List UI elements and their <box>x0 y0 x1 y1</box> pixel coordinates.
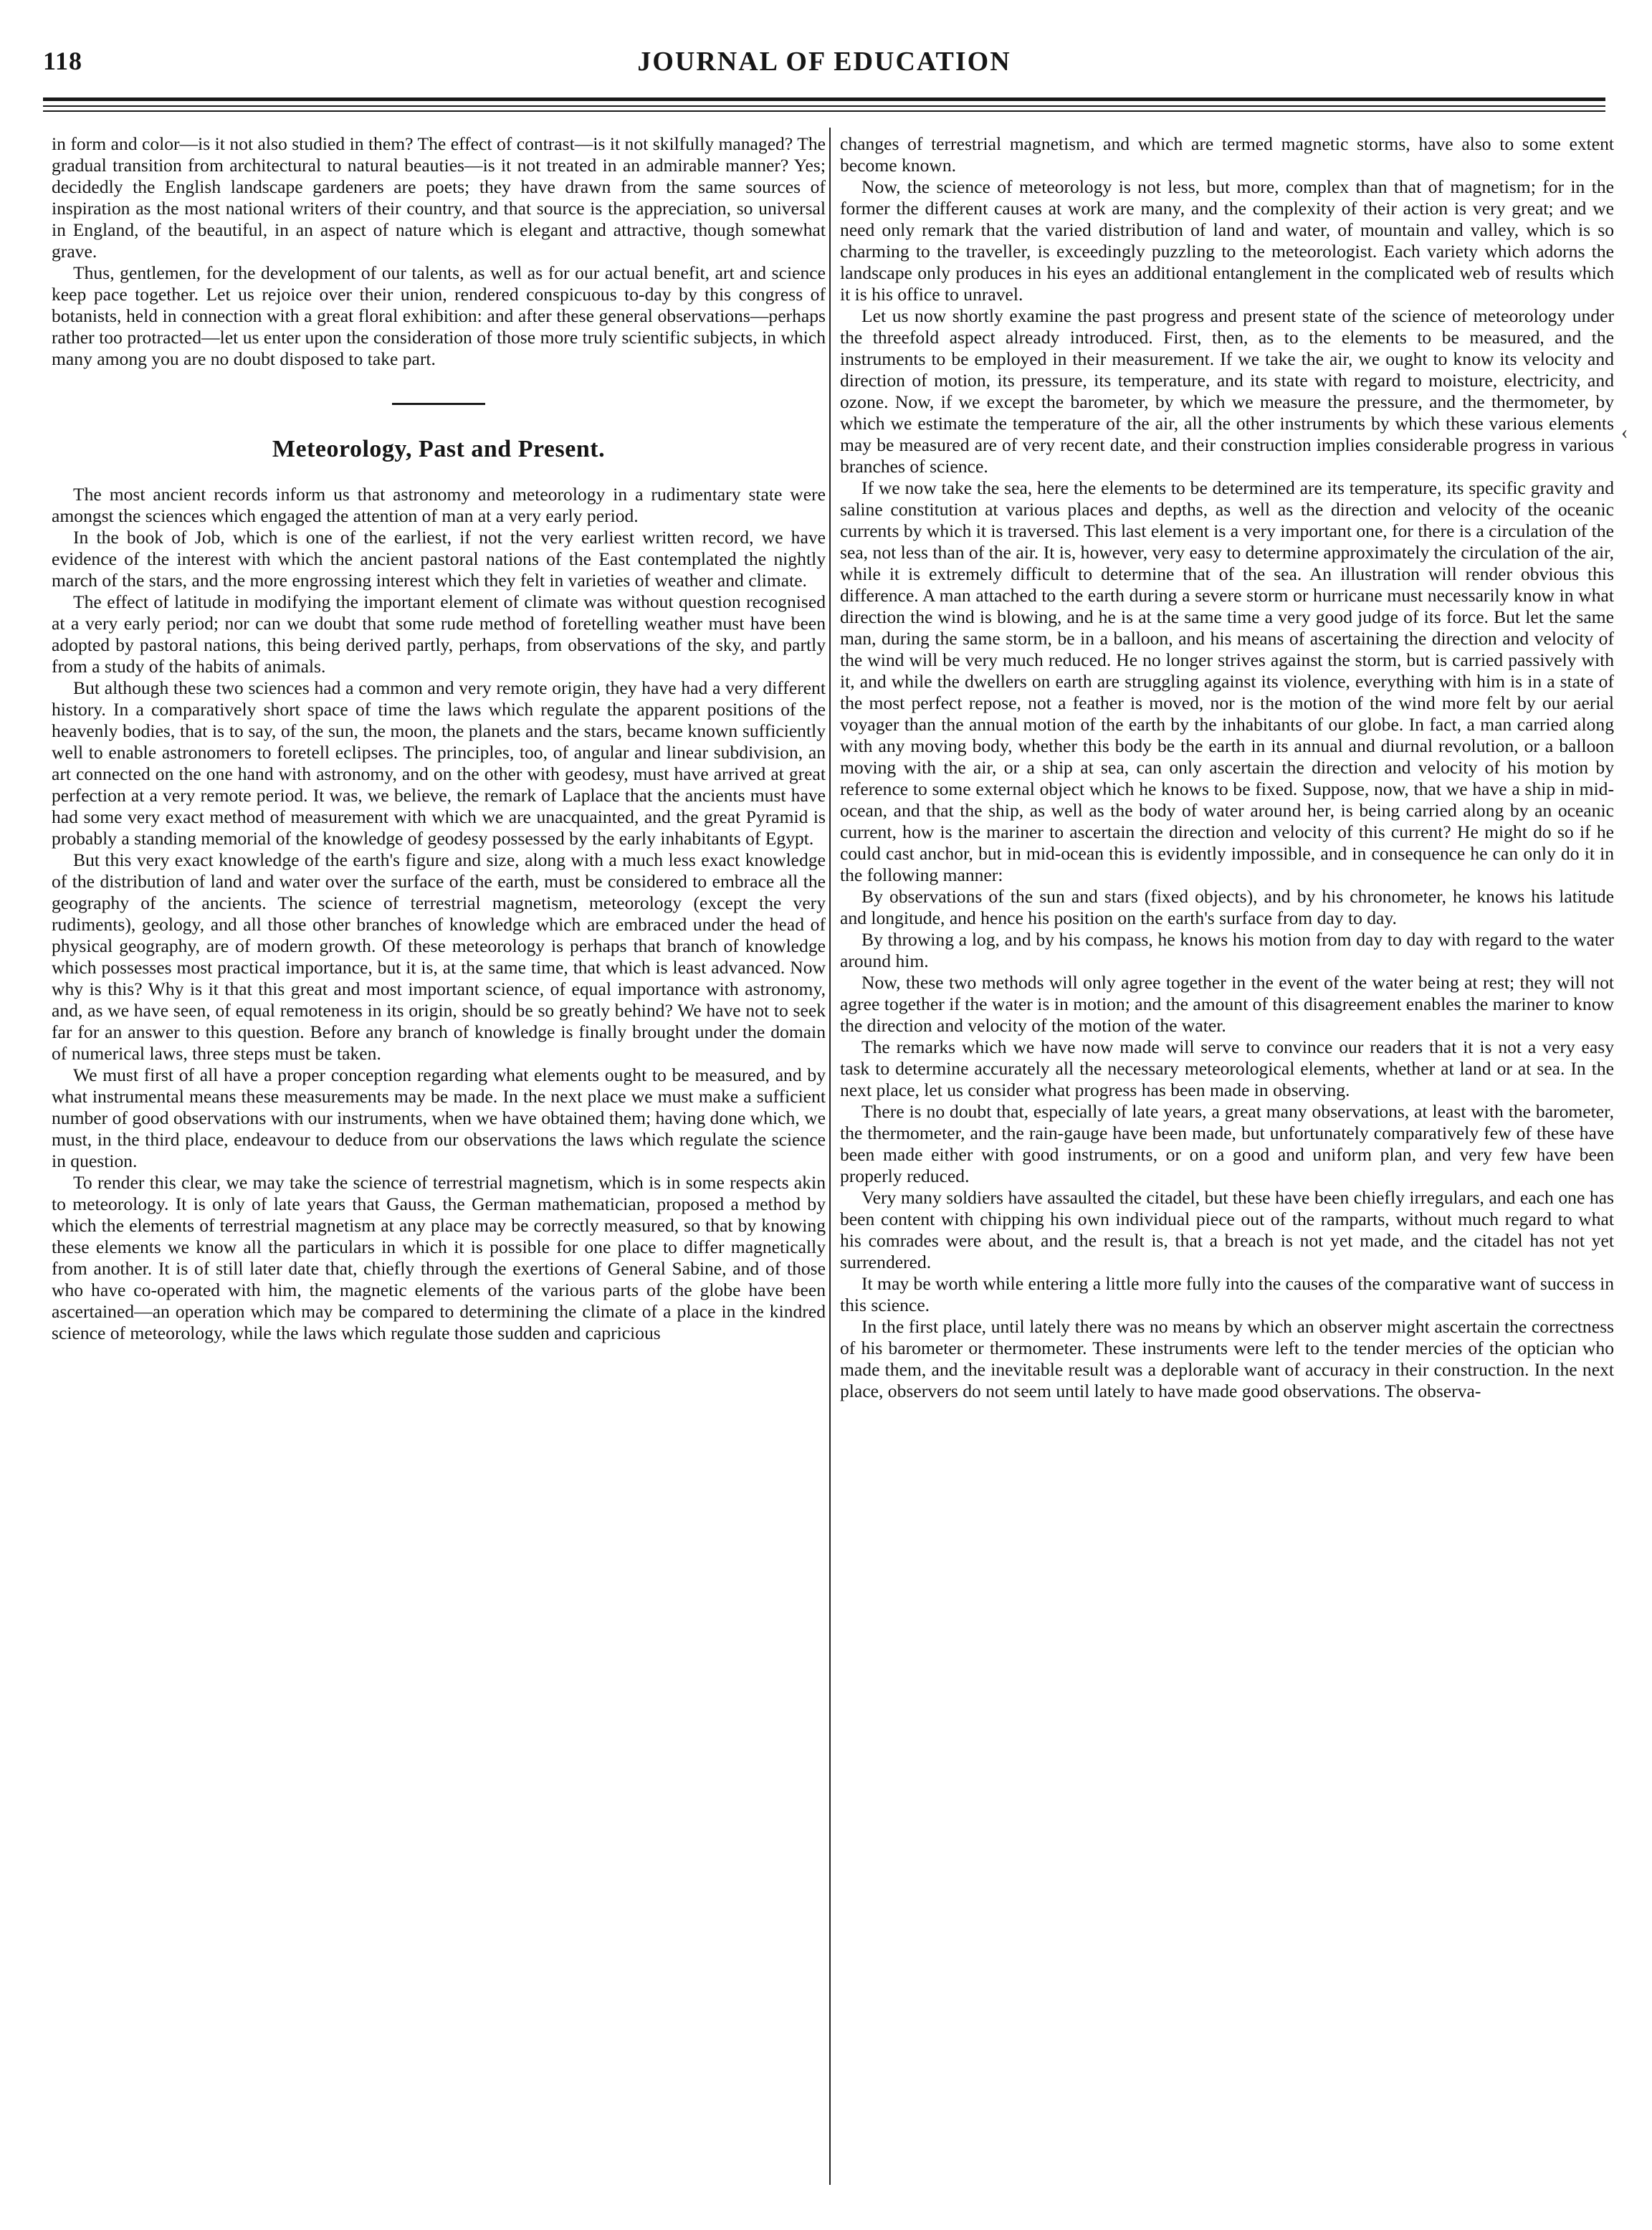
right-paragraph-5: By observations of the sun and stars (fixed objects), and by his chronometer, he knows his latitude and longitude, and hence his position on the earth's surface from day to day. <box>840 886 1614 928</box>
left-text-column <box>52 133 826 2183</box>
section-spacing <box>52 370 826 403</box>
right-text-column <box>840 133 1614 2183</box>
page-header <box>43 46 1605 89</box>
margin-mark-icon: ‹ <box>1621 421 1628 444</box>
header-rule-thin-lower <box>43 110 1605 112</box>
right-paragraph-12: In the first place, until lately there was no means by which an observer might ascertain the correctness of his barometer or thermometer. These instruments were left to the tender mercies of the optician who made them, and the inevitable result was a deplorable want of accuracy in their construction. In the next place, observers do not seem until lately to have made good observations. The observa- <box>840 1316 1614 1401</box>
right-paragraph-1: changes of terrestrial magnetism, and which are termed magnetic storms, have also to some extent become known. <box>840 133 1614 176</box>
section-separator-rule <box>392 403 485 405</box>
right-paragraph-10: Very many soldiers have assaulted the citadel, but these have been chiefly irregulars, and each one has been content with chipping his own individual piece out of the ramparts, without much regard to what his comrades were about, and the result is, that a breach is not yet made, and the citadel has not yet surrendered. <box>840 1187 1614 1272</box>
right-paragraph-4: If we now take the sea, here the elements to be determined are its temperature, its specific gravity and saline constitution at various places and depths, as well as the direction and velocity of the oceanic currents by which it is traversed. This last element is a very important one, for there is a circulation of the sea, not less than of the air. It is, however, very easy to determine approximately the circulation of the air, while it is extremely difficult to determine that of the sea. An illustration will render obvious this difference. A man attached to the earth during a severe storm or hurricane must necessarily know in what direction the wind is blowing, and he is at the same time a very good judge of its force. But let the same man, during the same storm, be in a balloon, and his means of ascertaining the direction and velocity of the wind will be very much reduced. He no longer strives against the storm, but is carried passively with it, and while the dwellers on earth are struggling against its violence, everything with him is in a state of the most perfect repose, not a feather is moved, nor is the motion of the wind more felt by our aerial voyager than the annual motion of the earth by the inhabitants of our globe. In fact, a man carried along with any moving body, whether this body be the earth in its annual and diurnal revolution, or a balloon moving with the air, or a ship at sea, can only ascertain the direction and velocity of his motion by reference to some external object which he knows to be fixed. Suppose, now, that we have a ship in mid-ocean, and that the ship, as well as the body of water around her, is being carried along by an oceanic current, how is the mariner to ascertain the direction and velocity of this current? He might do so if he could cast anchor, but in mid-ocean this is evidently impossible, and in consequence he can only do it in the following manner: <box>840 477 1614 885</box>
header-rule-thick <box>43 97 1605 101</box>
left-paragraph-1: in form and color—is it not also studied in them? The effect of contrast—is it not skilfully managed? The gradual transition from architectural to natural beauties—is it not treated in an admirable manner? Yes; decidedly the English landscape gardeners are poets; they have drawn from the same sources of inspiration as the most national writers of their country, and that source is the appreciation, so universal in England, of the beautiful, in an aspect of nature which is elegant and attractive, though somewhat grave. <box>52 133 826 262</box>
left-paragraph-2: Thus, gentlemen, for the development of our talents, as well as for our actual benefit, art and science keep pace together. Let us rejoice over their union, rendered conspicuous to-day by this congress of botanists, held in connection with a great floral exhibition: and after these general observations—perhaps rather too protracted—let us enter upon the consideration of those more truly scientific subjects, in which many among you are no doubt disposed to take part. <box>52 262 826 369</box>
right-paragraph-11: It may be worth while entering a little more fully into the causes of the comparative want of success in this science. <box>840 1273 1614 1315</box>
article-title: Meteorology, Past and Present. <box>272 436 606 462</box>
article-paragraph-3: The effect of latitude in modifying the important element of climate was without question recognised at a very early period; nor can we doubt that some rude method of foretelling weather must have been adopted by pastoral nations, this being derived partly, perhaps, from observations of the sky, and partly from a study of the habits of animals. <box>52 591 826 677</box>
right-paragraph-7: Now, these two methods will only agree together in the event of the water being at rest; they will not agree together if the water is in motion; and the amount of this disagreement enables the mariner to know the direction and velocity of the motion of the water. <box>840 972 1614 1036</box>
page-number: 118 <box>43 47 83 75</box>
right-paragraph-2: Now, the science of meteorology is not less, but more, complex than that of magnetism; for in the former the different causes at work are many, and the complexity of their action is very great; and we need only remark that the varied distribution of land and water, of mountain and valley, which is so charming to the traveller, is exceedingly puzzling to the meteorologist. Each variety which adorns the landscape only produces in his eyes an additional entanglement in the complicated web of results which it is his office to unravel. <box>840 176 1614 305</box>
right-paragraph-3: Let us now shortly examine the past progress and present state of the science of meteorology under the threefold aspect already introduced. First, then, as to the elements to be measured, and the instruments to be employed in their measurement. If we take the air, we ought to know its velocity and direction of motion, its pressure, its temperature, and its state with regard to moisture, electricity, and ozone. Now, if we except the barometer, by which we measure the pressure, and the thermometer, by which we estimate the temperature of the air, all the other instruments by which these various elements may be measured are of very recent date, and their construction implies considerable progress in various branches of science. <box>840 305 1614 477</box>
article-paragraph-6: We must first of all have a proper conception regarding what elements ought to be measured, and by what instrumental means these measurements may be made. In the next place we must make a sufficient number of good observations with our instruments, when we have obtained them; having done which, we must, in the third place, endeavour to deduce from our observations the laws which regulate the science in question. <box>52 1064 826 1171</box>
article-paragraph-5: But this very exact knowledge of the earth's figure and size, along with a much less exact knowledge of the distribution of land and water over the surface of the earth, must be considered to embrace all the geography of the ancients. The science of terrestrial magnetism, meteorology (except the very rudiments), geology, and all those other branches of knowledge which are embraced under the head of physical geography, are of modern growth. Of these meteorology is perhaps that branch of knowledge which possesses most practical importance, but it is, at the same time, that which is least advanced. Now why is this? Why is it that this great and most important science, of equal importance with astronomy, and, as we have seen, of equal remoteness in its origin, should be so greatly behind? We have not to seek far for an answer to this question. Before any branch of knowledge is finally brought under the domain of numerical laws, three steps must be taken. <box>52 849 826 1064</box>
article-paragraph-2: In the book of Job, which is one of the earliest, if not the very earliest written record, we have evidence of the interest with which the ancient pastoral nations of the East contemplated the nightly march of the stars, and the more engrossing interest which they felt in varieties of weather and climate. <box>52 527 826 591</box>
article-paragraph-4: But although these two sciences had a common and very remote origin, they have had a very different history. In a comparatively short space of time the laws which regulate the apparent positions of the heavenly bodies, that is to say, of the sun, the moon, the planets and the stars, became known sufficiently well to enable astronomers to foretell eclipses. The principles, too, of angular and linear subdivision, an art connected on the one hand with astronomy, and on the other with geodesy, must have arrived at great perfection at a very remote period. It was, we believe, the remark of Laplace that the ancients must have had some very exact method of measurement with which we are unacquainted, and the great Pyramid is probably a standing memorial of the knowledge of geodesy possessed by the early inhabitants of Egypt. <box>52 677 826 849</box>
right-paragraph-6: By throwing a log, and by his compass, he knows his motion from day to day with regard to the water around him. <box>840 929 1614 971</box>
right-paragraph-9: There is no doubt that, especially of late years, a great many observations, at least with the barometer, the thermometer, and the rain-gauge have been made, but unfortunately comparatively few of these have been made either with good instruments, or on a good and uniform plan, and very few have been properly reduced. <box>840 1101 1614 1186</box>
journal-title: JOURNAL OF EDUCATION <box>637 47 1011 77</box>
header-rule-thin <box>43 105 1605 107</box>
column-divider <box>829 128 831 2185</box>
right-paragraph-8: The remarks which we have now made will serve to convince our readers that it is not a very easy task to determine accurately all the necessary meteorological elements, whether at land or at sea. In the next place, let us consider what progress has been made in observing. <box>840 1037 1614 1100</box>
article-paragraph-1: The most ancient records inform us that astronomy and meteorology in a rudimentary state were amongst the sciences which engaged the attention of man at a very early period. <box>52 484 826 526</box>
article-paragraph-7: To render this clear, we may take the science of terrestrial magnetism, which is in some respects akin to meteorology. It is only of late years that Gauss, the German mathematician, proposed a method by which the elements of terrestrial magnetism at any place may be correctly measured, so that by knowing these elements we know all the particulars in which it is possible for one place to differ magnetically from another. It is of still later date that, chiefly through the exertions of General Sabine, and of those who have co-operated with him, the magnetic elements of the various parts of the globe have been ascertained—an operation which may be compared to determining the climate of a place in the kindred science of meteorology, while the laws which regulate those sudden and capricious <box>52 1172 826 1343</box>
